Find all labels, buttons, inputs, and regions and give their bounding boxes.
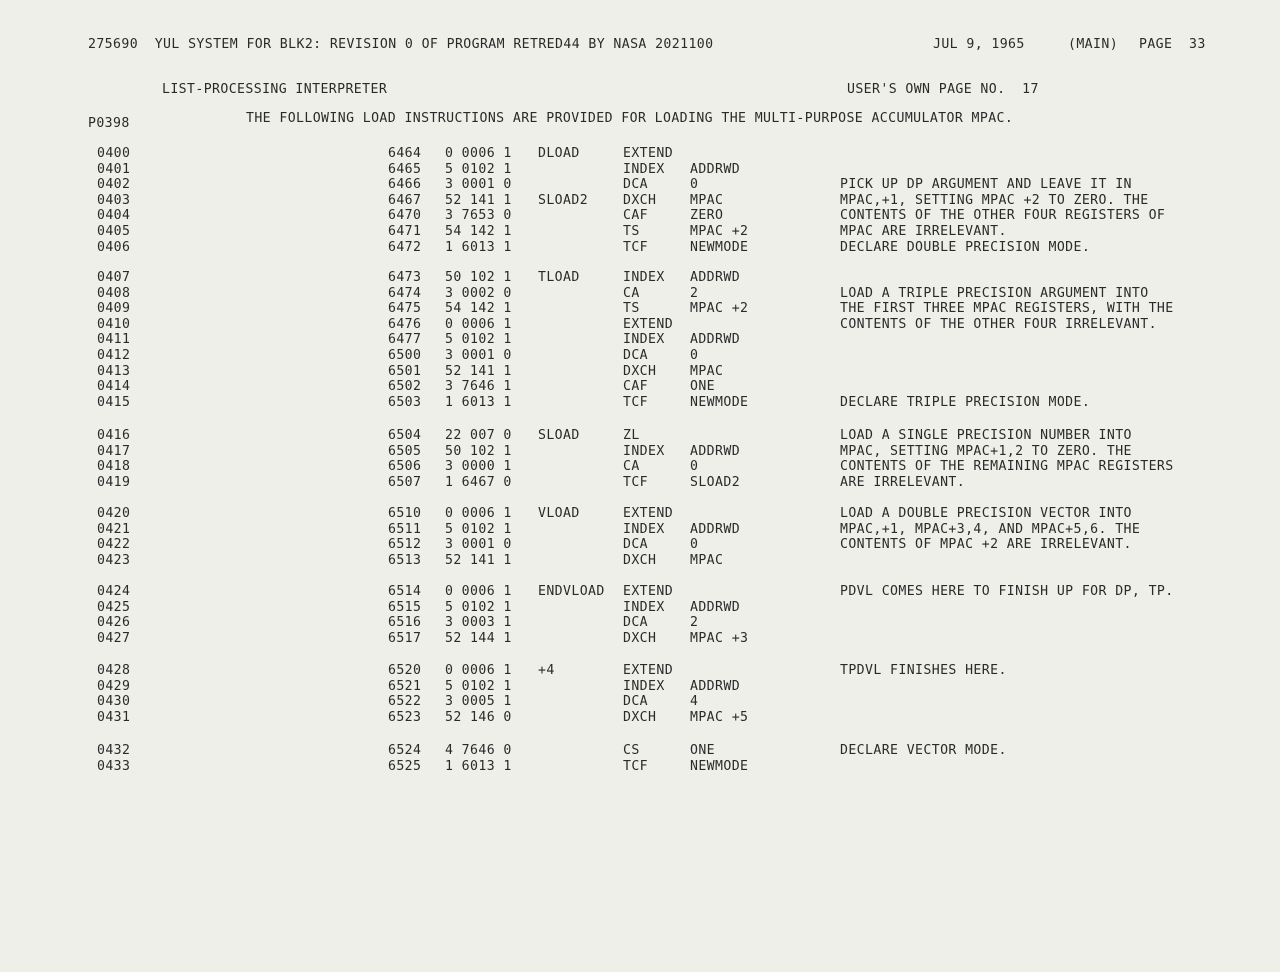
octal-code: 52 141 1 [445, 552, 512, 568]
header-section: (MAIN) [1068, 37, 1119, 52]
opcode: INDEX [623, 521, 665, 537]
operand: ONE [690, 743, 716, 758]
opcode: EXTEND [623, 663, 674, 678]
opcode: CAF [623, 379, 649, 395]
memory-address: 6476 [388, 316, 422, 332]
listing-row [0, 631, 1280, 647]
symbol-label: DLOAD [538, 146, 580, 161]
comment: LOAD A DOUBLE PRECISION VECTOR INTO [840, 506, 1132, 521]
octal-code: 3 0000 1 [445, 459, 512, 475]
line-number: 0427 [97, 630, 131, 646]
operand: NEWMODE [690, 239, 749, 255]
line-number: 0412 [97, 348, 131, 363]
memory-address: 6477 [388, 332, 422, 348]
listing-row [0, 600, 1280, 616]
line-number: 0430 [97, 694, 131, 710]
octal-code: 52 144 1 [445, 630, 512, 646]
opcode: CS [623, 743, 640, 758]
line-number: 0423 [97, 552, 131, 568]
listing-row [0, 759, 1280, 775]
line-number: 0420 [97, 506, 131, 521]
line-number: 0413 [97, 363, 131, 379]
memory-address: 6473 [388, 270, 422, 285]
memory-address: 6506 [388, 459, 422, 475]
operand: MPAC [690, 363, 724, 379]
octal-code: 0 0006 1 [445, 506, 512, 521]
listing-row [0, 177, 1280, 193]
users-page-number: USER'S OWN PAGE NO. 17 [847, 82, 1039, 97]
listing-row [0, 444, 1280, 460]
opcode: DCA [623, 615, 649, 631]
memory-address: 6475 [388, 301, 422, 317]
octal-code: 3 7646 1 [445, 379, 512, 395]
memory-address: 6517 [388, 630, 422, 646]
octal-code: 1 6013 1 [445, 758, 512, 774]
operand: ADDRWD [690, 599, 741, 615]
line-number: 0433 [97, 758, 131, 774]
listing-row [0, 270, 1280, 286]
octal-code: 1 6013 1 [445, 239, 512, 255]
operand: ONE [690, 379, 716, 395]
octal-code: 0 0006 1 [445, 663, 512, 678]
octal-code: 1 6013 1 [445, 394, 512, 410]
listing-row [0, 332, 1280, 348]
listing-row [0, 522, 1280, 538]
octal-code: 50 102 1 [445, 270, 512, 285]
line-number: 0410 [97, 316, 131, 332]
opcode: DCA [623, 537, 649, 553]
opcode: TS [623, 301, 640, 317]
listing-row [0, 553, 1280, 569]
line-number: 0408 [97, 285, 131, 301]
memory-address: 6521 [388, 678, 422, 694]
octal-code: 3 0002 0 [445, 285, 512, 301]
opcode: DXCH [623, 552, 657, 568]
comment: ARE IRRELEVANT. [840, 474, 966, 490]
listing-row [0, 679, 1280, 695]
comment: CONTENTS OF THE REMAINING MPAC REGISTERS [840, 459, 1174, 475]
memory-address: 6512 [388, 537, 422, 553]
memory-address: 6522 [388, 694, 422, 710]
octal-code: 5 0102 1 [445, 599, 512, 615]
operand: ZERO [690, 208, 724, 224]
memory-address: 6466 [388, 177, 422, 193]
opcode: INDEX [623, 678, 665, 694]
line-number: 0400 [97, 146, 131, 161]
opcode: DCA [623, 177, 649, 193]
comment: MPAC ARE IRRELEVANT. [840, 224, 1007, 239]
opcode: INDEX [623, 161, 665, 177]
line-number: 0402 [97, 177, 131, 193]
opcode: DXCH [623, 630, 657, 646]
operand: 0 [690, 177, 699, 193]
line-number: 0424 [97, 584, 131, 599]
octal-code: 0 0006 1 [445, 146, 512, 161]
opcode: TS [623, 224, 640, 239]
memory-address: 6525 [388, 758, 422, 774]
listing-row [0, 537, 1280, 553]
opcode: DCA [623, 694, 649, 710]
line-number: 0428 [97, 663, 131, 678]
listing-row [0, 208, 1280, 224]
listing-row [0, 146, 1280, 162]
symbol-label: +4 [538, 663, 555, 678]
comment: CONTENTS OF THE OTHER FOUR REGISTERS OF [840, 208, 1166, 224]
opcode: CA [623, 285, 640, 301]
operand: NEWMODE [690, 758, 749, 774]
opcode: TCF [623, 758, 649, 774]
operand: 4 [690, 694, 699, 710]
octal-code: 52 141 1 [445, 363, 512, 379]
line-number: 0409 [97, 301, 131, 317]
memory-address: 6510 [388, 506, 422, 521]
comment: DECLARE DOUBLE PRECISION MODE. [840, 239, 1091, 255]
octal-code: 54 142 1 [445, 301, 512, 317]
comment: CONTENTS OF MPAC +2 ARE IRRELEVANT. [840, 537, 1132, 553]
operand: SLOAD2 [690, 474, 741, 490]
listing-row [0, 710, 1280, 726]
line-number: 0403 [97, 192, 131, 208]
memory-address: 6520 [388, 663, 422, 678]
opcode: TCF [623, 394, 649, 410]
operand: 0 [690, 459, 699, 475]
comment: MPAC,+1, MPAC+3,4, AND MPAC+5,6. THE [840, 521, 1141, 537]
listing-row [0, 475, 1280, 491]
line-number: 0422 [97, 537, 131, 553]
octal-code: 5 0102 1 [445, 678, 512, 694]
memory-address: 6503 [388, 394, 422, 410]
listing-row [0, 162, 1280, 178]
operand: ADDRWD [690, 678, 741, 694]
octal-code: 3 0005 1 [445, 694, 512, 710]
opcode: CA [623, 459, 640, 475]
listing-row [0, 348, 1280, 364]
listing-row [0, 364, 1280, 380]
octal-code: 54 142 1 [445, 224, 512, 239]
operand: ADDRWD [690, 161, 741, 177]
octal-code: 5 0102 1 [445, 332, 512, 348]
line-number: 0401 [97, 161, 131, 177]
line-number: 0411 [97, 332, 131, 348]
opcode: TCF [623, 239, 649, 255]
octal-code: 52 141 1 [445, 192, 512, 208]
symbol-label: SLOAD2 [538, 192, 589, 208]
line-number: 0406 [97, 239, 131, 255]
listing-row [0, 240, 1280, 256]
opcode: EXTEND [623, 584, 674, 599]
operand: MPAC [690, 552, 724, 568]
opcode: INDEX [623, 599, 665, 615]
opcode: DXCH [623, 363, 657, 379]
memory-address: 6523 [388, 709, 422, 725]
line-number: 0416 [97, 428, 131, 443]
symbol-label: TLOAD [538, 270, 580, 285]
octal-code: 3 0001 0 [445, 348, 512, 363]
listing-row [0, 694, 1280, 710]
memory-address: 6465 [388, 161, 422, 177]
line-number: 0425 [97, 599, 131, 615]
memory-address: 6511 [388, 521, 422, 537]
header-date: JUL 9, 1965 [933, 37, 1025, 52]
listing-row [0, 301, 1280, 317]
octal-code: 22 007 0 [445, 428, 512, 443]
listing-row [0, 379, 1280, 395]
listing-row [0, 584, 1280, 600]
listing-row [0, 224, 1280, 240]
comment: PICK UP DP ARGUMENT AND LEAVE IT IN [840, 177, 1132, 193]
symbol-label: SLOAD [538, 428, 580, 443]
opcode: DXCH [623, 192, 657, 208]
opcode: CAF [623, 208, 649, 224]
operand: ADDRWD [690, 521, 741, 537]
line-number: 0429 [97, 678, 131, 694]
opcode: TCF [623, 474, 649, 490]
opcode: ZL [623, 428, 640, 443]
line-number: 0419 [97, 474, 131, 490]
octal-code: 5 0102 1 [445, 161, 512, 177]
operand: 2 [690, 615, 699, 631]
octal-code: 0 0006 1 [445, 584, 512, 599]
memory-address: 6505 [388, 443, 422, 459]
line-number: 0432 [97, 743, 131, 758]
memory-address: 6516 [388, 615, 422, 631]
listing-row [0, 286, 1280, 302]
listing-row [0, 193, 1280, 209]
memory-address: 6467 [388, 192, 422, 208]
operand: MPAC [690, 192, 724, 208]
comment: PDVL COMES HERE TO FINISH UP FOR DP, TP. [840, 584, 1174, 599]
octal-code: 5 0102 1 [445, 521, 512, 537]
operand: MPAC +5 [690, 709, 749, 725]
comment: THE FIRST THREE MPAC REGISTERS, WITH THE [840, 301, 1174, 317]
line-number: 0415 [97, 394, 131, 410]
opcode: EXTEND [623, 316, 674, 332]
listing-row [0, 663, 1280, 679]
comment: LOAD A TRIPLE PRECISION ARGUMENT INTO [840, 285, 1149, 301]
operand: 0 [690, 537, 699, 553]
comment: CONTENTS OF THE OTHER FOUR IRRELEVANT. [840, 316, 1157, 332]
memory-address: 6514 [388, 584, 422, 599]
memory-address: 6464 [388, 146, 422, 161]
memory-address: 6504 [388, 428, 422, 443]
listing-row [0, 615, 1280, 631]
comment: MPAC,+1, SETTING MPAC +2 TO ZERO. THE [840, 192, 1149, 208]
comment: DECLARE TRIPLE PRECISION MODE. [840, 394, 1091, 410]
header-page: PAGE 33 [1139, 37, 1206, 52]
octal-code: 52 146 0 [445, 709, 512, 725]
operand: 2 [690, 285, 699, 301]
bleed-through-ghost [96, 880, 113, 912]
opcode: DCA [623, 348, 649, 363]
line-number: 0414 [97, 379, 131, 395]
line-number: 0407 [97, 270, 131, 285]
octal-code: 3 0003 1 [445, 615, 512, 631]
memory-address: 6474 [388, 285, 422, 301]
memory-address: 6501 [388, 363, 422, 379]
line-number: 0421 [97, 521, 131, 537]
comment: LOAD A SINGLE PRECISION NUMBER INTO [840, 428, 1132, 443]
octal-code: 4 7646 0 [445, 743, 512, 758]
operand: NEWMODE [690, 394, 749, 410]
memory-address: 6472 [388, 239, 422, 255]
symbol-label: ENDVLOAD [538, 584, 605, 599]
header-title: 275690 YUL SYSTEM FOR BLK2: REVISION 0 OF PROGRAM RETRED44 BY NASA 2021100 [88, 37, 714, 52]
line-number: 0426 [97, 615, 131, 631]
line-number: 0405 [97, 224, 131, 239]
operand: MPAC +2 [690, 224, 749, 239]
line-number: 0404 [97, 208, 131, 224]
intro-comment: THE FOLLOWING LOAD INSTRUCTIONS ARE PROVIDED FOR LOADING THE MULTI-PURPOSE ACCUMULATOR MPAC. [246, 111, 1014, 126]
listing-row [0, 428, 1280, 444]
listing-row [0, 317, 1280, 333]
listing-row [0, 743, 1280, 759]
opcode: INDEX [623, 332, 665, 348]
intro-line-label: P0398 [88, 116, 130, 131]
memory-address: 6524 [388, 743, 422, 758]
section-title: LIST-PROCESSING INTERPRETER [162, 82, 388, 97]
opcode: INDEX [623, 270, 665, 285]
octal-code: 3 0001 0 [445, 537, 512, 553]
operand: ADDRWD [690, 332, 741, 348]
opcode: EXTEND [623, 506, 674, 521]
memory-address: 6507 [388, 474, 422, 490]
operand: MPAC +3 [690, 630, 749, 646]
listing-row [0, 506, 1280, 522]
memory-address: 6471 [388, 224, 422, 239]
memory-address: 6513 [388, 552, 422, 568]
listing-row [0, 459, 1280, 475]
symbol-label: VLOAD [538, 506, 580, 521]
listing-row [0, 395, 1280, 411]
opcode: DXCH [623, 709, 657, 725]
octal-code: 1 6467 0 [445, 474, 512, 490]
operand: ADDRWD [690, 270, 741, 285]
octal-code: 3 7653 0 [445, 208, 512, 224]
memory-address: 6500 [388, 348, 422, 363]
octal-code: 0 0006 1 [445, 316, 512, 332]
octal-code: 50 102 1 [445, 443, 512, 459]
memory-address: 6515 [388, 599, 422, 615]
memory-address: 6502 [388, 379, 422, 395]
memory-address: 6470 [388, 208, 422, 224]
comment: MPAC, SETTING MPAC+1,2 TO ZERO. THE [840, 443, 1132, 459]
operand: MPAC +2 [690, 301, 749, 317]
comment: DECLARE VECTOR MODE. [840, 743, 1007, 758]
line-number: 0417 [97, 443, 131, 459]
operand: ADDRWD [690, 443, 741, 459]
opcode: INDEX [623, 443, 665, 459]
operand: 0 [690, 348, 699, 363]
opcode: EXTEND [623, 146, 674, 161]
line-number: 0418 [97, 459, 131, 475]
comment: TPDVL FINISHES HERE. [840, 663, 1007, 678]
octal-code: 3 0001 0 [445, 177, 512, 193]
line-number: 0431 [97, 709, 131, 725]
